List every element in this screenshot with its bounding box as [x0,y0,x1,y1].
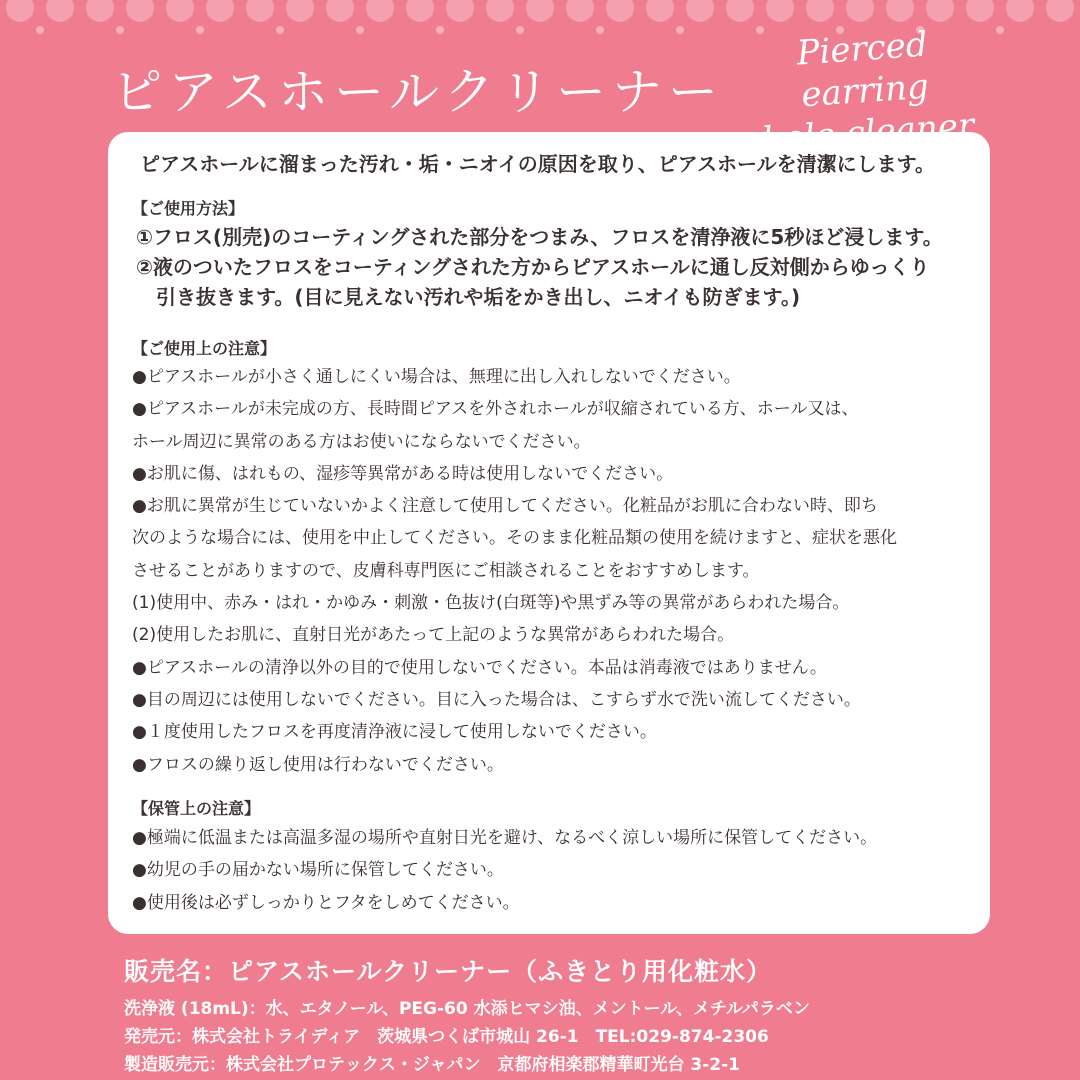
usage-heading: 【ご使用方法】 [132,199,245,218]
page-title: ピアスホールクリーナー [112,63,724,121]
product-name: 販売名：ピアスホールクリーナー（ふきとり用化粧水） [124,957,773,986]
storage-line: ●幼児の手の届かない場所に保管してください。 [132,860,504,881]
usage-step: 引き抜きます。(目に見えない汚れや垢をかき出し、ニオイも防ぎます。) [156,285,801,309]
usage-steps [136,222,986,312]
caution-line: (2)使用したお肌に、直射日光があたって上記のような異常があらわれた場合。 [132,625,735,646]
caution-line: させることがありますので、皮膚科専門医にご相談されることをおすすめします。 [132,560,760,581]
caution-line: ●目の周辺には使用しないでください。目に入った場合は、こすらず水で洗い流してください。 [132,689,861,710]
lead-text: ピアスホールに溜まった汚れ・垢・ニオイの原因を取り、ピアスホールを清潔にします。 [140,152,935,176]
usage-step: ①フロス(別売)のコーティングされた部分をつまみ、フロスを清浄液に5秒ほど浸します。 [136,225,943,249]
caution-line: ●ピアスホールが小さく通しにくい場合は、無理に出し入れしないでください。 [132,367,741,387]
usage-step: ②液のついたフロスをコーティングされた方からピアスホールに通し反対側からゆっくり [136,255,930,279]
caution-heading: 【ご使用上の注意】 [132,339,277,358]
manufacturer-info: 製造販売元：株式会社プロテックス・ジャパン 京都府相楽郡精華町光台 3-2-1 [124,1055,741,1075]
caution-line: ●ピアスホールが未完成の方、長時間ピアスを外されホールが収縮されている方、ホール又は、 [132,399,859,420]
script-logo-line1: Pierced earring [795,24,930,116]
instructions-card [108,132,990,934]
caution-line: (1)使用中、赤み・はれ・かゆみ・刺激・色抜け(白斑等)や黒ずみ等の異常があらわれた場合。 [132,593,850,614]
ingredients: 洗浄液 (18mL)：水、エタノール、PEG-60 水添ヒマシ油、メントール、メチルパラベン [124,999,810,1019]
caution-line: ホール周辺に異常のある方はお使いにならないでください。 [132,431,591,452]
caution-line: 次のような場合には、使用を中止してください。そのまま化粧品類の使用を続けますと、症状を悪化 [132,528,897,549]
storage-line: ●使用後は必ずしっかりとフタをしめてください。 [132,892,520,913]
seller-info: 発売元：株式会社トライディア 茨城県つくば市城山 26-1 TEL:029-874-2306 [124,1027,769,1047]
caution-line: ●フロスの繰り返し使用は行わないでください。 [132,754,504,775]
caution-line: ●お肌に傷、はれもの、湿疹等異常がある時は使用しないでください。 [132,463,674,484]
caution-line: ●ピアスホールの清浄以外の目的で使用しないでください。本品は消毒液ではありません。 [132,657,827,678]
storage-heading: 【保管上の注意】 [132,799,261,818]
storage-list [132,822,877,919]
caution-list [132,361,897,781]
caution-line: ●お肌に異常が生じていないかよく注意して使用してください。化粧品がお肌に合わない時、即ち [132,496,878,517]
storage-line: ●極端に低温または高温多湿の場所や直射日光を避け、なるべく涼しい場所に保管してください。 [132,828,878,848]
caution-line: ●１度使用したフロスを再度清浄液に浸して使用しないでください。 [132,722,657,743]
